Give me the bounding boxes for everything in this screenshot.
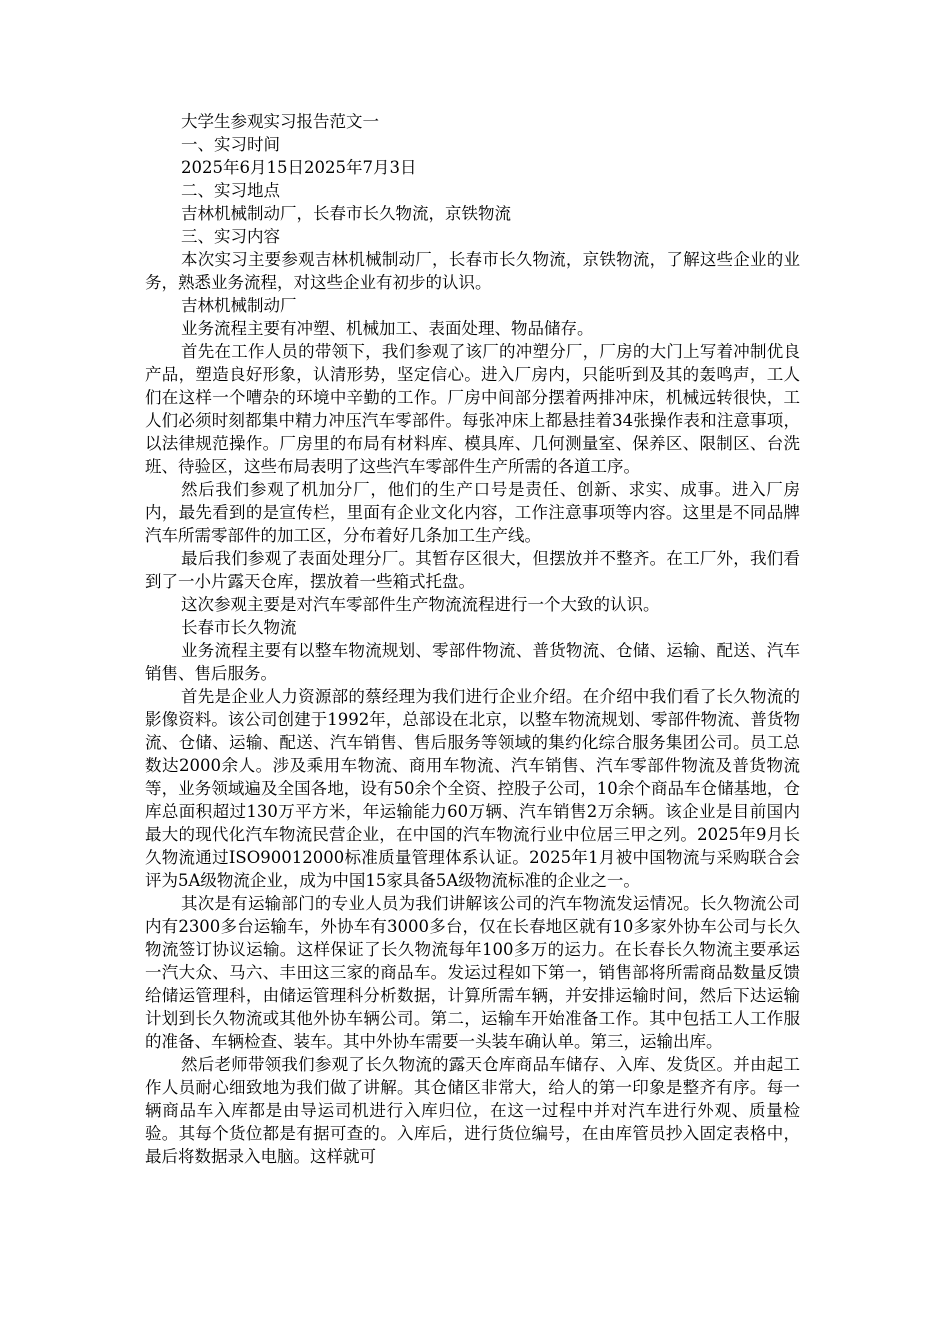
- company1-paragraph-2: 然后我们参观了机加分厂，他们的生产口号是责任、创新、求实、成事。进入厂房内，最先看到的是宣传栏，里面有企业文化内容，工作注意事项等内容。这里是不同品牌汽车所需零部件的加工区，分布着好几条加工生产线。: [145, 480, 800, 545]
- company2-paragraph-1: 首先是企业人力资源部的蔡经理为我们进行企业介绍。在介绍中我们看了长久物流的影像资料。该公司创建于1992年，总部设在北京，以整车物流规划、零部件物流、普货物流、仓储、运输、配送、汽车销售、售后服务等领域的集约化综合服务集团公司。员工总数达2000余人。涉及乘用车物流、商用车物流、汽车销售、汽车零部件物流及普货物流等，业务领域遍及全国各地，设有50余个全资、控股子公司，10余个商品车仓储基地，仓库总面积超过130万平方米，年运输能力60万辆、汽车销售2万余辆。该企业是目前国内最大的现代化汽车物流民营企业，在中国的汽车物流行业中位居三甲之列。2025年9月长久物流通过ISO90012000标准质量管理体系认证。2025年1月被中国物流与采购联合会评为5A级物流企业，成为中国15家具备5A级物流标准的企业之一。: [145, 687, 800, 890]
- company2-name: 长春市长久物流: [181, 618, 297, 637]
- company1-paragraph-3: 最后我们参观了表面处理分厂。其暂存区很大，但摆放并不整齐。在工厂外，我们看到了一小片露天仓库，摆放着一些箱式托盘。: [145, 549, 800, 591]
- internship-places: 吉林机械制动厂，长春市长久物流，京铁物流: [181, 204, 511, 223]
- internship-dates: 2025年6月15日2025年7月3日: [181, 158, 417, 177]
- section-heading-time: 一、实习时间: [181, 135, 280, 154]
- intro-paragraph: 本次实习主要参观吉林机械制动厂，长春市长久物流，京铁物流，了解这些企业的业务，熟悉业务流程，对这些企业有初步的认识。: [145, 250, 800, 292]
- company2-paragraph-2: 其次是有运输部门的专业人员为我们讲解该公司的汽车物流发运情况。长久物流公司内有2300多台运输车，外协车有3000多台，仅在长春地区就有10多家外协车公司与长久物流签订协议运输。这样保证了长久物流每年100多万的运力。在长春长久物流主要承运一汽大众、马六、丰田这三家的商品车。发运过程如下第一，销售部将所需商品数量反馈给储运管理科，由储运管理科分析数据，计算所需车辆，并安排运输时间，然后下达运输计划到长久物流或其他外协车辆公司。第二，运输车开始准备工作。其中包括工人工作服的准备、车辆检查、装车。其中外协车需要一头装车确认单。第三，运输出库。: [145, 894, 800, 1051]
- company1-summary: 这次参观主要是对汽车零部件生产物流流程进行一个大致的认识。: [181, 595, 660, 614]
- company2-paragraph-3: 然后老师带领我们参观了长久物流的露天仓库商品车储存、入库、发货区。并由起工作人员耐心细致地为我们做了讲解。其仓储区非常大，给人的第一印象是整齐有序。每一辆商品车入库都是由导运司机进行入库归位，在这一过程中并对汽车进行外观、质量检验。其每个货位都是有据可查的。入库后，进行货位编号，在由库管员抄入固定表格中，最后将数据录入电脑。这样就可: [145, 1055, 800, 1166]
- document-body: [145, 110, 800, 1168]
- company2-business: 业务流程主要有以整车物流规划、零部件物流、普货物流、仓储、运输、配送、汽车销售、售后服务。: [145, 641, 800, 683]
- company1-name: 吉林机械制动厂: [181, 296, 297, 315]
- section-heading-content: 三、实习内容: [181, 227, 280, 246]
- section-heading-place: 二、实习地点: [181, 181, 280, 200]
- document-title: 大学生参观实习报告范文一: [181, 112, 379, 131]
- company1-paragraph-1: 首先在工作人员的带领下，我们参观了该厂的冲塑分厂，厂房的大门上写着冲制优良产品，塑造良好形象，认清形势，坚定信心。进入厂房内，只能听到及其的轰鸣声，工人们在这样一个嘈杂的环境中辛勤的工作。厂房中间部分摆着两排冲床，机械远转很快，工人们必须时刻都集中精力冲压汽车零部件。每张冲床上都悬挂着34张操作表和注意事项，以法律规范操作。厂房里的布局有材料库、模具库、几何测量室、保养区、限制区、台洗班、待验区，这些布局表明了这些汽车零部件生产所需的各道工序。: [145, 342, 800, 476]
- company1-business: 业务流程主要有冲塑、机械加工、表面处理、物品储存。: [181, 319, 594, 338]
